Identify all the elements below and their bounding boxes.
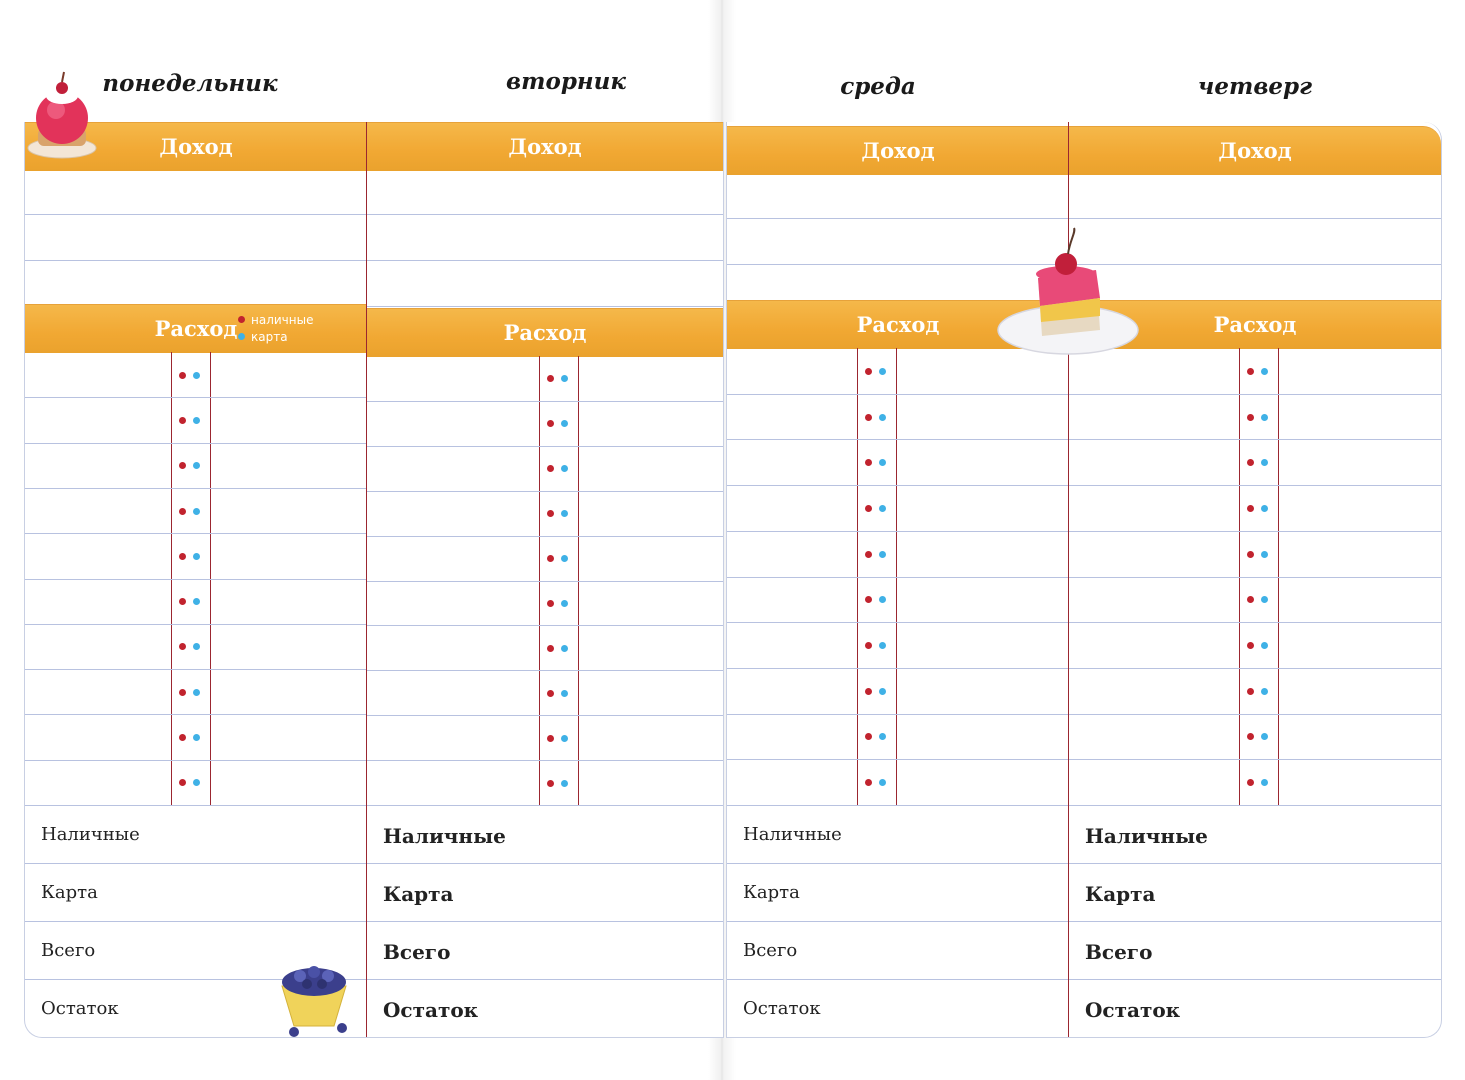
expense-row-line: [1069, 439, 1441, 440]
payment-toggle[interactable]: [547, 420, 575, 430]
payment-toggle[interactable]: [547, 690, 575, 700]
cash-dot-icon[interactable]: [1247, 459, 1254, 466]
expense-row-line: [25, 760, 367, 761]
income-label: Доход: [159, 134, 233, 159]
payment-toggle[interactable]: [1247, 505, 1275, 515]
cash-dot-icon[interactable]: [547, 420, 554, 427]
income-line[interactable]: [1069, 218, 1441, 219]
expense-row-line: [1069, 485, 1441, 486]
card-dot-icon[interactable]: [193, 689, 200, 696]
income-header: [1069, 126, 1441, 175]
expense-row-line: [25, 397, 367, 398]
expense-row-line: [727, 394, 1069, 395]
summary-line: [25, 805, 367, 806]
payment-toggle[interactable]: [1247, 368, 1275, 378]
payment-toggle[interactable]: [865, 459, 893, 469]
card-dot-icon[interactable]: [193, 462, 200, 469]
cash-dot-icon[interactable]: [1247, 596, 1254, 603]
cash-dot-icon[interactable]: [1247, 551, 1254, 558]
legend-card-label: карта: [251, 330, 288, 344]
expense-row-line: [1069, 577, 1441, 578]
summary-balance-label: Остаток: [743, 998, 821, 1019]
card-dot-icon[interactable]: [1261, 779, 1268, 786]
card-dot-icon[interactable]: [561, 510, 568, 517]
payment-toggle[interactable]: [865, 368, 893, 378]
card-dot-icon[interactable]: [561, 690, 568, 697]
payment-toggle[interactable]: [1247, 551, 1275, 561]
card-dot-icon[interactable]: [193, 598, 200, 605]
payment-toggle[interactable]: [179, 689, 207, 699]
expense-row-line: [727, 485, 1069, 486]
payment-toggle[interactable]: [1247, 688, 1275, 698]
expense-row-line: [25, 714, 367, 715]
cash-dot-icon[interactable]: [547, 465, 554, 472]
cash-dot-icon[interactable]: [1247, 414, 1254, 421]
cash-dot-icon[interactable]: [865, 505, 872, 512]
cash-dot-icon[interactable]: [547, 645, 554, 652]
cash-dot-icon[interactable]: [179, 643, 186, 650]
cash-dot-icon[interactable]: [865, 551, 872, 558]
card-dot-icon[interactable]: [1261, 688, 1268, 695]
expense-row-line: [367, 536, 723, 537]
payment-toggle[interactable]: [865, 414, 893, 424]
cash-dot-icon[interactable]: [865, 688, 872, 695]
expense-label: Расход: [503, 320, 587, 345]
card-dot-icon[interactable]: [879, 414, 886, 421]
legend-cash-label: наличные: [251, 313, 314, 327]
summary-card-label: Карта: [1085, 882, 1156, 906]
income-label: Доход: [861, 138, 935, 163]
cash-dot-icon[interactable]: [1247, 505, 1254, 512]
expense-row-line: [367, 401, 723, 402]
card-dot-icon[interactable]: [1261, 505, 1268, 512]
cash-dot-icon[interactable]: [865, 596, 872, 603]
expense-header: [25, 304, 367, 353]
expense-row-line: [727, 714, 1069, 715]
summary-line: [1069, 979, 1441, 980]
payment-toggle[interactable]: [179, 734, 207, 744]
card-dot-icon[interactable]: [561, 375, 568, 382]
expense-row-line: [1069, 714, 1441, 715]
card-dot-icon[interactable]: [1261, 414, 1268, 421]
payment-toggle[interactable]: [1247, 414, 1275, 424]
payment-toggle[interactable]: [1247, 459, 1275, 469]
cash-dot-icon: [238, 316, 245, 323]
card-dot-icon[interactable]: [561, 780, 568, 787]
card-dot-icon[interactable]: [193, 372, 200, 379]
income-line[interactable]: [25, 214, 367, 215]
summary-line: [727, 863, 1069, 864]
expense-row-line: [367, 581, 723, 582]
card-dot-icon[interactable]: [879, 551, 886, 558]
payment-toggle[interactable]: [865, 733, 893, 743]
payment-toggle[interactable]: [179, 643, 207, 653]
expense-row-line: [25, 533, 367, 534]
summary-line: [727, 921, 1069, 922]
cash-dot-icon[interactable]: [865, 642, 872, 649]
income-header: [727, 126, 1069, 175]
summary-cash-label: Наличные: [743, 824, 842, 845]
card-dot-icon[interactable]: [879, 642, 886, 649]
payment-toggle[interactable]: [179, 779, 207, 789]
expense-row-line: [1069, 668, 1441, 669]
card-dot-icon[interactable]: [1261, 596, 1268, 603]
summary-line: [367, 805, 723, 806]
cash-dot-icon[interactable]: [1247, 688, 1254, 695]
card-dot-icon[interactable]: [561, 645, 568, 652]
expense-row-line: [727, 439, 1069, 440]
expense-row-line: [367, 760, 723, 761]
summary-line: [1069, 805, 1441, 806]
card-dot-icon[interactable]: [193, 779, 200, 786]
payment-toggle[interactable]: [547, 465, 575, 475]
income-line[interactable]: [367, 214, 723, 215]
legend-cash: [238, 312, 313, 329]
cash-dot-icon[interactable]: [1247, 779, 1254, 786]
payment-toggle[interactable]: [179, 372, 207, 382]
payment-toggle[interactable]: [547, 375, 575, 385]
expense-header: [367, 308, 723, 357]
card-dot-icon[interactable]: [879, 779, 886, 786]
cash-dot-icon[interactable]: [547, 735, 554, 742]
card-dot-icon: [238, 333, 245, 340]
cash-dot-icon[interactable]: [865, 779, 872, 786]
summary-cash-label: Наличные: [1085, 824, 1208, 848]
payment-toggle[interactable]: [547, 645, 575, 655]
day-title-tuesday: вторник: [506, 68, 626, 95]
cash-dot-icon[interactable]: [547, 375, 554, 382]
card-dot-icon[interactable]: [879, 459, 886, 466]
cash-dot-icon[interactable]: [179, 508, 186, 515]
summary-balance-label: Остаток: [1085, 998, 1181, 1022]
payment-toggle[interactable]: [547, 600, 575, 610]
card-dot-icon[interactable]: [193, 508, 200, 515]
income-line[interactable]: [367, 306, 723, 307]
income-line[interactable]: [727, 218, 1069, 219]
legend-card: [238, 329, 313, 346]
payment-toggle[interactable]: [179, 553, 207, 563]
cupcake-icon: [22, 66, 104, 162]
day-column-tuesday: [366, 122, 724, 1038]
summary-total-label: Всего: [41, 940, 96, 961]
cherry-cake-icon: [996, 226, 1144, 358]
payment-toggle[interactable]: [1247, 596, 1275, 606]
cash-dot-icon[interactable]: [179, 734, 186, 741]
cash-dot-icon[interactable]: [1247, 642, 1254, 649]
payment-toggle[interactable]: [865, 642, 893, 652]
summary-card-label: Карта: [383, 882, 454, 906]
card-dot-icon[interactable]: [193, 734, 200, 741]
card-dot-icon[interactable]: [561, 735, 568, 742]
cash-dot-icon[interactable]: [865, 733, 872, 740]
expense-row-line: [25, 443, 367, 444]
income-header: [367, 122, 723, 171]
summary-line: [727, 805, 1069, 806]
expense-label: Расход: [1213, 312, 1297, 337]
summary-line: [25, 921, 367, 922]
cash-dot-icon[interactable]: [547, 600, 554, 607]
cash-dot-icon[interactable]: [865, 414, 872, 421]
expense-row-line: [367, 625, 723, 626]
summary-line: [727, 979, 1069, 980]
card-dot-icon[interactable]: [561, 555, 568, 562]
card-dot-icon[interactable]: [1261, 551, 1268, 558]
column-divider: [366, 122, 367, 1037]
payment-toggle[interactable]: [1247, 779, 1275, 789]
cash-dot-icon[interactable]: [865, 368, 872, 375]
payment-toggle[interactable]: [1247, 642, 1275, 652]
cash-dot-icon[interactable]: [179, 598, 186, 605]
payment-toggle[interactable]: [1247, 733, 1275, 743]
cash-dot-icon[interactable]: [179, 779, 186, 786]
card-dot-icon[interactable]: [561, 600, 568, 607]
income-label: Доход: [508, 134, 582, 159]
expense-row-line: [1069, 531, 1441, 532]
expense-row-line: [367, 670, 723, 671]
payment-toggle[interactable]: [179, 462, 207, 472]
expense-label: Расход: [856, 312, 940, 337]
summary-total-label: Всего: [743, 940, 798, 961]
expense-row-line: [727, 622, 1069, 623]
payment-toggle[interactable]: [179, 417, 207, 427]
card-dot-icon[interactable]: [879, 688, 886, 695]
card-dot-icon[interactable]: [561, 420, 568, 427]
card-dot-icon[interactable]: [1261, 733, 1268, 740]
summary-balance-label: Остаток: [383, 998, 479, 1022]
expense-row-line: [25, 669, 367, 670]
payment-toggle[interactable]: [865, 688, 893, 698]
payment-toggle[interactable]: [547, 780, 575, 790]
summary-line: [1069, 921, 1441, 922]
cash-dot-icon[interactable]: [547, 510, 554, 517]
payment-toggle[interactable]: [547, 735, 575, 745]
card-dot-icon[interactable]: [1261, 368, 1268, 375]
summary-line: [367, 863, 723, 864]
card-dot-icon[interactable]: [879, 596, 886, 603]
card-dot-icon[interactable]: [561, 465, 568, 472]
cash-dot-icon[interactable]: [179, 462, 186, 469]
expense-row-line: [727, 668, 1069, 669]
expense-row-line: [1069, 394, 1441, 395]
day-title-monday: понедельник: [102, 70, 278, 97]
cash-dot-icon[interactable]: [1247, 733, 1254, 740]
summary-line: [1069, 863, 1441, 864]
summary-line: [25, 863, 367, 864]
summary-card-label: Карта: [743, 882, 800, 903]
cash-dot-icon[interactable]: [179, 553, 186, 560]
payment-toggle[interactable]: [865, 551, 893, 561]
payment-toggle[interactable]: [865, 505, 893, 515]
expense-row-line: [727, 577, 1069, 578]
blueberry-tart-icon: [276, 954, 356, 1040]
cash-dot-icon[interactable]: [547, 555, 554, 562]
payment-toggle[interactable]: [865, 779, 893, 789]
summary-line: [367, 979, 723, 980]
income-label: Доход: [1218, 138, 1292, 163]
summary-balance-label: Остаток: [41, 998, 119, 1019]
payment-toggle[interactable]: [179, 508, 207, 518]
summary-total-label: Всего: [383, 940, 451, 964]
expense-row-line: [367, 446, 723, 447]
cash-dot-icon[interactable]: [179, 689, 186, 696]
card-dot-icon[interactable]: [879, 505, 886, 512]
card-dot-icon[interactable]: [193, 553, 200, 560]
cash-dot-icon[interactable]: [179, 417, 186, 424]
payment-toggle[interactable]: [179, 598, 207, 608]
expense-row-line: [367, 491, 723, 492]
expense-row-line: [25, 579, 367, 580]
cash-dot-icon[interactable]: [547, 690, 554, 697]
income-line[interactable]: [367, 260, 723, 261]
card-dot-icon[interactable]: [1261, 459, 1268, 466]
expense-label: Расход: [154, 316, 238, 341]
payment-legend: [238, 312, 313, 346]
payment-toggle[interactable]: [865, 596, 893, 606]
expense-row-line: [727, 759, 1069, 760]
cash-dot-icon[interactable]: [179, 372, 186, 379]
day-column-monday: [24, 122, 368, 1038]
cash-dot-icon[interactable]: [547, 780, 554, 787]
expense-row-line: [25, 488, 367, 489]
summary-cash-label: Наличные: [41, 824, 140, 845]
summary-card-label: Карта: [41, 882, 98, 903]
card-dot-icon[interactable]: [1261, 642, 1268, 649]
day-title-wednesday: среда: [840, 73, 916, 100]
expense-row-line: [367, 715, 723, 716]
expense-row-line: [1069, 622, 1441, 623]
payment-toggle[interactable]: [547, 555, 575, 565]
summary-total-label: Всего: [1085, 940, 1153, 964]
income-line[interactable]: [25, 260, 367, 261]
cash-dot-icon[interactable]: [1247, 368, 1254, 375]
expense-row-line: [727, 531, 1069, 532]
card-dot-icon[interactable]: [879, 733, 886, 740]
cash-dot-icon[interactable]: [865, 459, 872, 466]
expense-row-line: [1069, 759, 1441, 760]
day-title-thursday: четверг: [1197, 73, 1313, 100]
card-dot-icon[interactable]: [879, 368, 886, 375]
card-dot-icon[interactable]: [193, 643, 200, 650]
summary-line: [367, 921, 723, 922]
card-dot-icon[interactable]: [193, 417, 200, 424]
summary-cash-label: Наличные: [383, 824, 506, 848]
expense-row-line: [25, 624, 367, 625]
payment-toggle[interactable]: [547, 510, 575, 520]
